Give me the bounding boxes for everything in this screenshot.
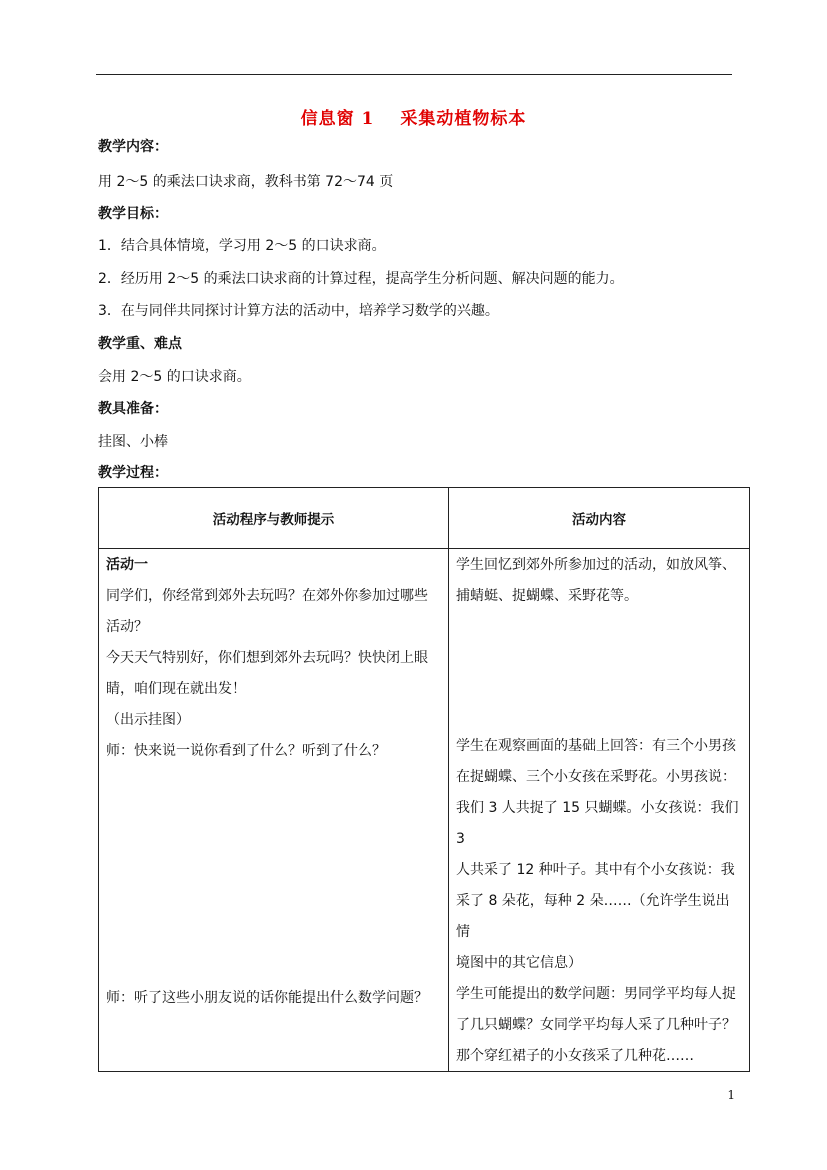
content-heading: 教学内容：	[98, 139, 168, 155]
right-line-8: 境图中的其它信息）	[456, 955, 582, 971]
left-line-7: 师：听了这些小朋友说的话你能提出什么数学问题？	[106, 990, 428, 1006]
right-line-3: 学生在观察画面的基础上回答：有三个小男孩	[456, 738, 736, 754]
right-line-6: 人共采了 12 种叶子。其中有个小女孩说：我	[456, 862, 735, 878]
tools-text: 挂图、小棒	[98, 434, 168, 450]
title-part2: 采集动植物标本	[400, 109, 527, 129]
left-line-2: 活动？	[106, 619, 148, 635]
teaching-process-table	[98, 487, 750, 1072]
right-line-4: 在捉蝴蝶、三个小女孩在采野花。小男孩说：	[456, 769, 736, 785]
title-part1: 信息窗 1	[300, 109, 375, 129]
content-text: 用 2～5 的乘法口诀求商，教科书第 72～74 页	[98, 174, 394, 190]
right-cell	[449, 549, 750, 1072]
table-header-row	[99, 488, 750, 549]
header-rule	[96, 74, 732, 75]
right-line-10: 了几只蝴蝶？女同学平均每人采了几种叶子？	[456, 1017, 736, 1033]
right-line-1: 学生回忆到郊外所参加过的活动，如放风筝、	[456, 557, 736, 573]
table-row	[99, 549, 750, 1072]
right-line-5: 我们 3 人共捉了 15 只蝴蝶。小女孩说：我们 3	[456, 800, 739, 847]
process-heading: 教学过程：	[98, 465, 168, 481]
activity-title: 活动一	[106, 557, 148, 573]
right-line-2: 捕蜻蜓、捉蝴蝶、采野花等。	[456, 588, 638, 604]
left-line-5: （出示挂图）	[106, 712, 190, 728]
col2-header: 活动内容	[449, 488, 750, 549]
left-line-4: 睛，咱们现在就出发！	[106, 681, 246, 697]
page-number: 1	[727, 1088, 735, 1102]
left-line-1: 同学们，你经常到郊外去玩吗？在郊外你参加过哪些	[106, 588, 428, 604]
goal-item-1: 1．结合具体情境，学习用 2～5 的口诀求商。	[98, 238, 386, 254]
right-line-7: 采了 8 朵花，每种 2 朵……（允许学生说出情	[456, 893, 730, 940]
goal-item-3: 3．在与同伴共同探讨计算方法的活动中，培养学习数学的兴趣。	[98, 303, 499, 319]
left-line-6: 师：快来说一说你看到了什么？听到了什么？	[106, 743, 386, 759]
col1-header: 活动程序与教师提示	[99, 488, 449, 549]
keypoints-heading: 教学重、难点	[98, 336, 182, 352]
keypoints-text: 会用 2～5 的口诀求商。	[98, 369, 251, 385]
page-title	[0, 104, 827, 129]
goal-item-2: 2．经历用 2～5 的乘法口诀求商的计算过程，提高学生分析问题、解决问题的能力。	[98, 271, 624, 287]
tools-heading: 教具准备：	[98, 401, 168, 417]
goals-heading: 教学目标：	[98, 206, 168, 222]
right-line-11: 那个穿红裙子的小女孩采了几种花……	[456, 1048, 694, 1064]
right-line-9: 学生可能提出的数学问题：男同学平均每人捉	[456, 986, 736, 1002]
left-cell	[99, 549, 449, 1072]
left-line-3: 今天天气特别好，你们想到郊外去玩吗？快快闭上眼	[106, 650, 428, 666]
